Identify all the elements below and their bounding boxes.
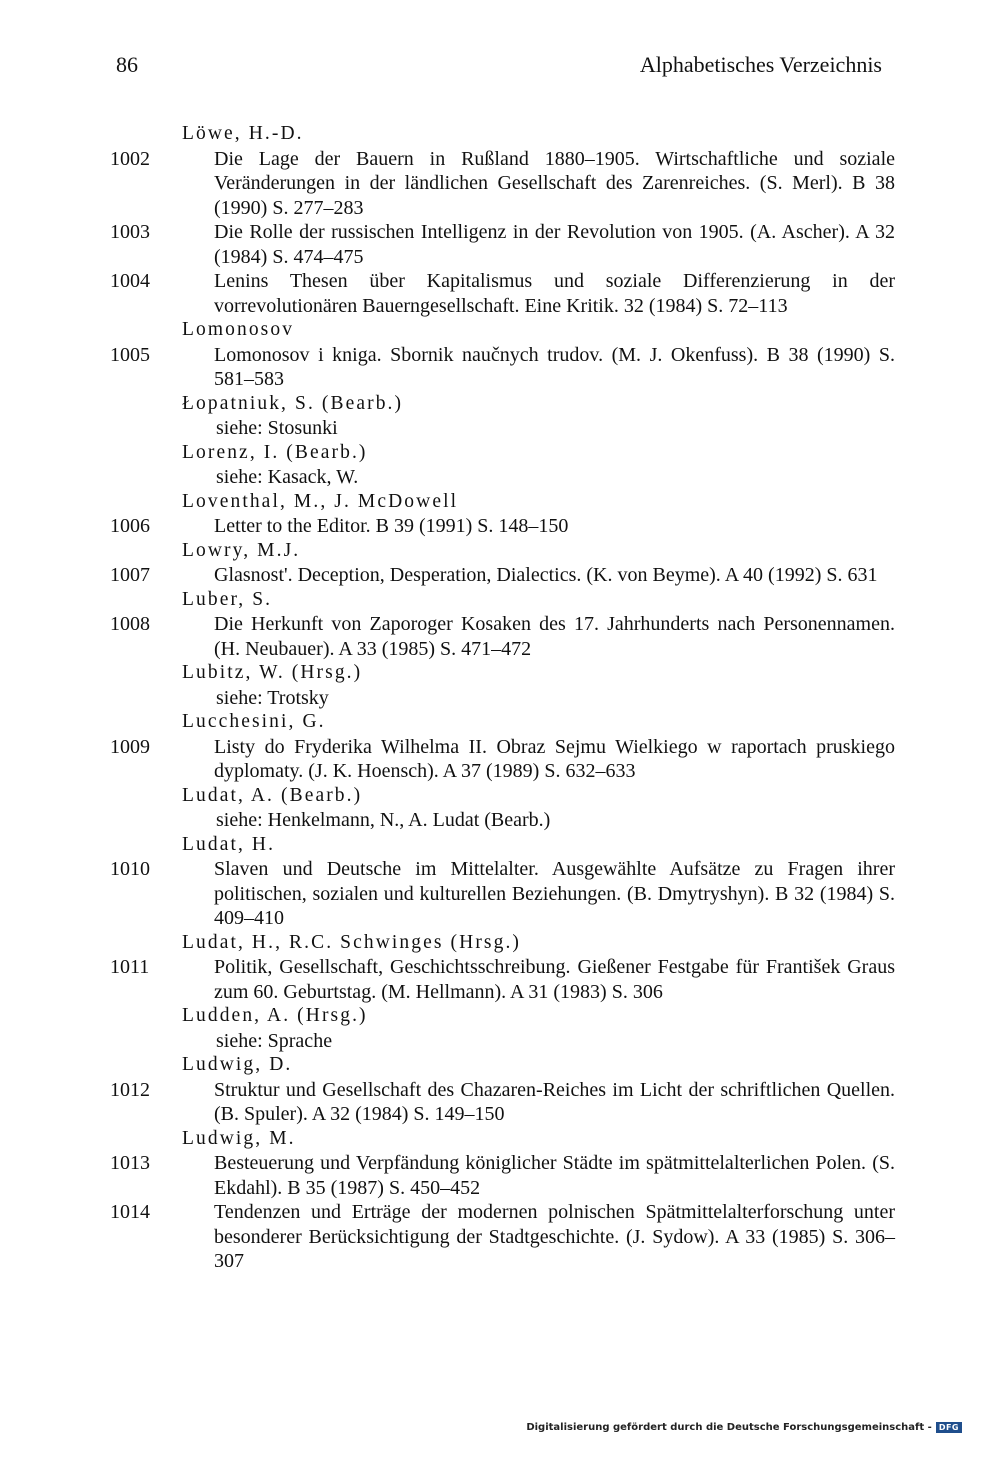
entry-text: Die Lage der Bauern in Rußland 1880–1905. Wirtschaftliche und soziale Veränderungen in der ländlichen Gesellschaft des Zarenreiches. (S. Merl). B 38 (1990) S. 277–283 bbox=[214, 147, 895, 219]
author-heading: Lorenz, I. (Bearb.) bbox=[182, 441, 368, 463]
index-entry bbox=[110, 147, 895, 221]
entry-number: 1004 bbox=[110, 270, 150, 292]
cross-reference: siehe: Sprache bbox=[216, 1029, 333, 1052]
index-content bbox=[110, 122, 895, 1274]
entry-number: 1007 bbox=[110, 564, 150, 586]
running-title: Alphabetisches Verzeichnis bbox=[639, 52, 882, 77]
author-heading: Loventhal, M., J. McDowell bbox=[182, 490, 459, 512]
entry-text: Letter to the Editor. B 39 (1991) S. 148–150 bbox=[214, 515, 569, 537]
page-number: 86 bbox=[116, 52, 138, 77]
author-heading: Lowry, M.J. bbox=[182, 539, 301, 561]
entry-number: 1003 bbox=[110, 221, 150, 243]
author-heading: Lucchesini, G. bbox=[182, 711, 326, 732]
author-heading: Luber, S. bbox=[182, 588, 273, 610]
author-heading: Ludden, A. (Hrsg.) bbox=[182, 1005, 368, 1026]
entry-number: 1005 bbox=[110, 343, 150, 366]
entry-text: Die Herkunft von Zaporoger Kosaken des 17. Jahrhunderts nach Personennamen. (H. Neubauer). A 33 (1985) S. 471–472 bbox=[214, 613, 895, 660]
cross-reference: siehe: Henkelmann, N., A. Ludat (Bearb.) bbox=[216, 809, 551, 831]
cross-reference: siehe: Trotsky bbox=[216, 686, 329, 709]
index-entry bbox=[110, 1200, 895, 1274]
entry-number: 1012 bbox=[110, 1078, 150, 1101]
author-heading: Ludwig, D. bbox=[182, 1054, 293, 1075]
author-heading: Ludwig, M. bbox=[182, 1127, 296, 1149]
index-entry bbox=[110, 269, 895, 318]
author-heading: Lomonosov bbox=[182, 319, 295, 340]
entry-text: Die Rolle der russischen Intelligenz in der Revolution von 1905. (A. Ascher). A 32 (1984) S. 474–475 bbox=[214, 221, 895, 268]
entry-text: Lenins Thesen über Kapitalismus und soziale Differenzierung in der vorrevolutionären Bauerngesellschaft. Eine Kritik. 32 (1984) S. 72–113 bbox=[214, 270, 895, 317]
index-entry bbox=[110, 343, 895, 392]
footer-credit bbox=[526, 1422, 962, 1433]
entry-number: 1008 bbox=[110, 613, 150, 635]
index-entry bbox=[110, 220, 895, 269]
author-heading: Łopatniuk, S. (Bearb.) bbox=[182, 392, 404, 414]
entry-number: 1002 bbox=[110, 147, 150, 170]
entry-text: Politik, Gesellschaft, Geschichtsschreibung. Gießener Festgabe für František Graus zum 60. Geburtstag. (M. Hellmann). A 31 (1983) S. 306 bbox=[214, 956, 895, 1003]
dfg-logo: DFG bbox=[936, 1422, 962, 1433]
author-heading: Löwe, H.-D. bbox=[182, 123, 304, 144]
index-entry bbox=[110, 955, 895, 1004]
entry-text: Lomonosov i kniga. Sbornik naučnych trudov. (M. J. Okenfuss). B 38 (1990) S. 581–583 bbox=[214, 343, 895, 390]
index-entry bbox=[110, 857, 895, 931]
index-entry bbox=[110, 514, 895, 539]
index-entry bbox=[110, 563, 895, 588]
entry-number: 1009 bbox=[110, 735, 150, 758]
author-heading: Ludat, A. (Bearb.) bbox=[182, 784, 363, 806]
entry-number: 1010 bbox=[110, 858, 150, 880]
footer-credit-text: Digitalisierung gefördert durch die Deutsche Forschungsgemeinschaft - bbox=[526, 1422, 932, 1433]
index-entry bbox=[110, 735, 895, 784]
entry-text: Glasnost'. Deception, Desperation, Dialectics. (K. von Beyme). A 40 (1992) S. 631 bbox=[214, 564, 878, 586]
index-entry bbox=[110, 1078, 895, 1127]
author-heading: Ludat, H. bbox=[182, 833, 276, 855]
entry-text: Listy do Fryderika Wilhelma II. Obraz Sejmu Wielkiego w raportach pruskiego dyplomaty. (J. K. Hoensch). A 37 (1989) S. 632–633 bbox=[214, 735, 895, 782]
entry-text: Besteuerung und Verpfändung königlicher Städte im spätmittelalterlichen Polen. (S. Ekdahl). B 35 (1987) S. 450–452 bbox=[214, 1152, 895, 1199]
index-entry bbox=[110, 1151, 895, 1200]
index-entry bbox=[110, 612, 895, 661]
entry-number: 1013 bbox=[110, 1152, 150, 1174]
entry-text: Tendenzen und Erträge der modernen polnischen Spätmittelalterforschung unter besonderer Berücksichtigung der Stadtgeschichte. (J. Sydow). A 33 (1985) S. 306–307 bbox=[214, 1201, 895, 1272]
entry-number: 1014 bbox=[110, 1201, 150, 1223]
entry-text: Slaven und Deutsche im Mittelalter. Ausgewählte Aufsätze zu Fragen ihrer politischen, sozialen und kulturellen Beziehungen. (B. Dmytryshyn). B 32 (1984) S. 409–410 bbox=[214, 858, 895, 929]
entry-text: Struktur und Gesellschaft des Chazaren-Reiches im Licht der schriftlichen Quellen. (B. Spuler). A 32 (1984) S. 149–150 bbox=[214, 1078, 895, 1125]
cross-reference: siehe: Stosunki bbox=[216, 417, 338, 439]
entry-number: 1011 bbox=[110, 956, 150, 978]
cross-reference: siehe: Kasack, W. bbox=[216, 466, 359, 488]
author-heading: Lubitz, W. (Hrsg.) bbox=[182, 662, 363, 683]
author-heading: Ludat, H., R.C. Schwinges (Hrsg.) bbox=[182, 931, 522, 953]
entry-number: 1006 bbox=[110, 515, 150, 537]
